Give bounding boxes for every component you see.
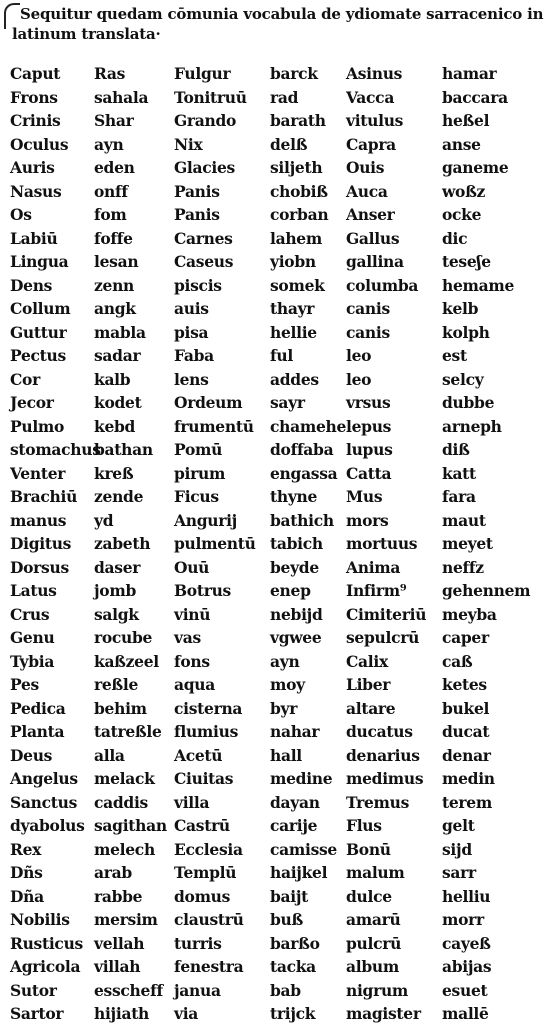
- vocabulary-word: doffaba: [270, 440, 334, 459]
- vocabulary-word: alla: [94, 745, 125, 765]
- vocabulary-word: zende: [94, 487, 144, 506]
- vocabulary-word: melack: [94, 769, 155, 788]
- vocabulary-word: Planta: [10, 722, 65, 741]
- vocabulary-word: cisterna: [174, 698, 243, 718]
- vocabulary-word: barath: [270, 111, 326, 130]
- vocabulary-word: magister: [346, 1004, 421, 1023]
- vocabulary-word: Cimiteriū: [346, 604, 427, 624]
- vocabulary-word: Guttur: [10, 322, 67, 342]
- vocabulary-word: hijiath: [94, 1004, 150, 1023]
- vocabulary-word: Dñs: [10, 863, 43, 882]
- vocabulary-word: buß: [270, 910, 303, 929]
- vocabulary-word: Ras: [94, 64, 126, 83]
- vocabulary-word: Ouis: [346, 158, 385, 177]
- vocabulary-word: dulce: [346, 886, 392, 906]
- vocabulary-word: baccara: [442, 87, 508, 107]
- vocabulary-word: frumentū: [174, 416, 254, 436]
- vocabulary-word: Nobilis: [10, 910, 70, 929]
- vocabulary-word: eden: [94, 158, 135, 177]
- vocabulary-word: vellah: [94, 933, 145, 953]
- vocabulary-word: Sutor: [10, 980, 57, 1000]
- vocabulary-word: Shar: [94, 111, 134, 130]
- vocabulary-word: Pomū: [174, 440, 223, 459]
- vocabulary-word: rad: [270, 87, 299, 107]
- vocabulary-word: lesan: [94, 252, 139, 271]
- vocabulary-word: esscheff: [94, 980, 163, 1000]
- vocabulary-word: kreß: [94, 463, 134, 483]
- vocabulary-word: medimus: [346, 769, 424, 788]
- vocabulary-word: columba: [346, 275, 419, 295]
- vocabulary-word: Deus: [10, 745, 53, 765]
- vocabulary-word: Brachiū: [10, 487, 78, 506]
- vocabulary-word: Infirm⁹: [346, 581, 407, 600]
- vocabulary-word: Pedica: [10, 698, 66, 718]
- vocabulary-word: vgwee: [270, 628, 322, 647]
- heading-line-2: latinum translata·: [12, 25, 161, 43]
- vocabulary-word: denarius: [346, 745, 420, 765]
- vocabulary-word: via: [174, 1004, 199, 1023]
- vocabulary-word: heßel: [442, 111, 490, 130]
- vocabulary-word: Oculus: [10, 134, 69, 154]
- vocabulary-word: caß: [442, 651, 473, 671]
- vocabulary-word: Ciuitas: [174, 769, 234, 788]
- vocabulary-column-3: [174, 62, 284, 1026]
- vocabulary-word: kaßzeel: [94, 651, 159, 671]
- vocabulary-word: album: [346, 957, 399, 976]
- vocabulary-word: sijd: [442, 839, 472, 859]
- vocabulary-word: byr: [270, 698, 298, 718]
- vocabulary-word: trijck: [270, 1004, 316, 1023]
- vocabulary-word: medin: [442, 769, 495, 788]
- vocabulary-word: manus: [10, 510, 67, 530]
- vocabulary-word: foffe: [94, 228, 133, 248]
- vocabulary-word: fenestra: [174, 957, 244, 976]
- vocabulary-word: Os: [10, 205, 32, 224]
- vocabulary-word: sarr: [442, 863, 476, 882]
- vocabulary-word: villah: [94, 957, 141, 976]
- vocabulary-word: rabbe: [94, 886, 143, 906]
- vocabulary-word: hamar: [442, 64, 497, 83]
- vocabulary-word: fara: [442, 487, 476, 506]
- vocabulary-word: Labiū: [10, 228, 58, 248]
- vocabulary-word: canis: [346, 322, 390, 342]
- vocabulary-word: claustrū: [174, 910, 244, 929]
- vocabulary-word: Pes: [10, 675, 39, 694]
- vocabulary-word: enep: [270, 581, 311, 600]
- vocabulary-word: auis: [174, 299, 209, 318]
- vocabulary-word: Rusticus: [10, 933, 83, 953]
- vocabulary-word: altare: [346, 698, 396, 718]
- vocabulary-word: Flus: [346, 816, 382, 835]
- vocabulary-word: Dens: [10, 275, 53, 295]
- vocabulary-word: caper: [442, 628, 489, 647]
- vocabulary-word: woßz: [442, 181, 486, 201]
- vocabulary-word: caddis: [94, 792, 148, 812]
- vocabulary-word: gelt: [442, 816, 475, 835]
- vocabulary-word: aqua: [174, 675, 215, 694]
- vocabulary-word: vitulus: [346, 111, 404, 130]
- vocabulary-word: fom: [94, 205, 127, 224]
- vocabulary-word: Ecclesia: [174, 839, 243, 859]
- vocabulary-word: hemame: [442, 275, 515, 295]
- vocabulary-word: mallē: [442, 1004, 489, 1023]
- vocabulary-word: beyde: [270, 557, 319, 577]
- vocabulary-word: corban: [270, 205, 329, 224]
- vocabulary-word: vrsus: [346, 393, 391, 412]
- vocabulary-word: Panis: [174, 181, 220, 201]
- vocabulary-word: cayeß: [442, 933, 491, 953]
- vocabulary-word: Rex: [10, 839, 42, 859]
- vocabulary-word: daser: [94, 557, 141, 577]
- vocabulary-word: vas: [174, 628, 201, 647]
- vocabulary-word: angk: [94, 299, 136, 318]
- vocabulary-word: Lingua: [10, 252, 69, 271]
- vocabulary-word: tabich: [270, 534, 323, 553]
- vocabulary-word: mors: [346, 510, 389, 530]
- vocabulary-word: lahem: [270, 228, 322, 248]
- vocabulary-word: Fulgur: [174, 64, 231, 83]
- vocabulary-word: Cor: [10, 369, 40, 389]
- vocabulary-word: kelb: [442, 299, 479, 318]
- vocabulary-word: Dña: [10, 886, 44, 906]
- vocabulary-word: pulcrū: [346, 933, 402, 953]
- vocabulary-word: rocube: [94, 628, 153, 647]
- vocabulary-word: janua: [174, 980, 221, 1000]
- vocabulary-word: canis: [346, 299, 390, 318]
- vocabulary-word: mortuus: [346, 534, 418, 553]
- vocabulary-column-5: [346, 62, 456, 1026]
- vocabulary-word: helliu: [442, 886, 491, 906]
- vocabulary-word: engassa: [270, 463, 338, 483]
- vocabulary-word: fons: [174, 651, 210, 671]
- vocabulary-word: pisa: [174, 322, 209, 342]
- vocabulary-word: Calix: [346, 651, 388, 671]
- vocabulary-word: mersim: [94, 910, 158, 929]
- vocabulary-word: ganeme: [442, 158, 509, 177]
- vocabulary-word: maut: [442, 510, 486, 530]
- vocabulary-word: Crinis: [10, 111, 61, 130]
- vocabulary-word: katt: [442, 463, 476, 483]
- vocabulary-word: Agricola: [10, 957, 81, 976]
- vocabulary-word: zabeth: [94, 534, 151, 553]
- vocabulary-word: vinū: [174, 604, 211, 624]
- vocabulary-word: Tonitruū: [174, 87, 247, 107]
- vocabulary-word: Genu: [10, 628, 55, 647]
- vocabulary-word: Liber: [346, 675, 391, 694]
- vocabulary-word: kalb: [94, 369, 131, 389]
- vocabulary-word: Gallus: [346, 228, 400, 248]
- vocabulary-word: onff: [94, 181, 128, 201]
- vocabulary-word: barck: [270, 64, 318, 83]
- page-heading: [12, 4, 544, 44]
- vocabulary-word: nigrum: [346, 980, 409, 1000]
- vocabulary-word: bukel: [442, 698, 490, 718]
- vocabulary-word: Nix: [174, 134, 203, 154]
- vocabulary-word: domus: [174, 886, 231, 906]
- vocabulary-word: ayn: [270, 651, 300, 671]
- vocabulary-word: bathich: [270, 510, 334, 530]
- vocabulary-word: delß: [270, 134, 308, 154]
- vocabulary-word: sadar: [94, 346, 141, 365]
- vocabulary-column-6: [442, 62, 544, 1026]
- vocabulary-word: Angelus: [10, 769, 78, 788]
- vocabulary-word: Dorsus: [10, 557, 69, 577]
- vocabulary-word: jomb: [94, 581, 136, 600]
- vocabulary-word: arab: [94, 863, 132, 882]
- vocabulary-word: carije: [270, 816, 318, 835]
- vocabulary-word: melech: [94, 839, 155, 859]
- vocabulary-word: kolph: [442, 322, 490, 342]
- vocabulary-word: est: [442, 346, 467, 365]
- vocabulary-word: esuet: [442, 980, 488, 1000]
- vocabulary-word: Nasus: [10, 181, 62, 201]
- vocabulary-word: villa: [174, 792, 210, 812]
- vocabulary-word: bathan: [94, 440, 153, 459]
- vocabulary-word: ful: [270, 346, 293, 365]
- vocabulary-word: bab: [270, 980, 301, 1000]
- vocabulary-word: Asinus: [346, 64, 403, 83]
- vocabulary-word: turris: [174, 933, 222, 953]
- vocabulary-word: tatreßle: [94, 722, 162, 741]
- vocabulary-word: Mus: [346, 487, 383, 506]
- vocabulary-word: leo: [346, 369, 372, 389]
- vocabulary-word: chamehe: [270, 416, 347, 436]
- vocabulary-word: kebd: [94, 416, 136, 436]
- vocabulary-word: reßle: [94, 675, 139, 694]
- vocabulary-word: malum: [346, 863, 405, 882]
- vocabulary-word: siljeth: [270, 158, 323, 177]
- vocabulary-word: Tremus: [346, 792, 410, 812]
- vocabulary-word: addes: [270, 369, 319, 389]
- vocabulary-word: Glacies: [174, 158, 235, 177]
- vocabulary-word: dayan: [270, 792, 320, 812]
- vocabulary-table: [10, 62, 538, 1023]
- vocabulary-word: sahala: [94, 87, 149, 107]
- vocabulary-word: thayr: [270, 299, 315, 318]
- vocabulary-word: neffz: [442, 557, 484, 577]
- vocabulary-word: Ordeum: [174, 393, 243, 412]
- vocabulary-word: Bonū: [346, 839, 391, 859]
- vocabulary-word: ketes: [442, 675, 487, 694]
- vocabulary-word: arneph: [442, 416, 502, 436]
- vocabulary-word: terem: [442, 792, 492, 812]
- vocabulary-word: leo: [346, 346, 372, 365]
- vocabulary-word: dic: [442, 228, 468, 248]
- vocabulary-word: behim: [94, 698, 147, 718]
- vocabulary-word: selcy: [442, 369, 484, 389]
- vocabulary-word: Templū: [174, 863, 237, 882]
- vocabulary-word: anse: [442, 134, 481, 154]
- vocabulary-word: Anser: [346, 205, 395, 224]
- vocabulary-word: tacka: [270, 957, 316, 976]
- vocabulary-word: lepus: [346, 416, 392, 436]
- vocabulary-word: lupus: [346, 440, 393, 459]
- vocabulary-word: mabla: [94, 322, 146, 342]
- vocabulary-word: amarū: [346, 910, 401, 929]
- vocabulary-word: Caput: [10, 64, 61, 83]
- vocabulary-word: Sartor: [10, 1004, 64, 1023]
- vocabulary-word: Vacca: [346, 87, 395, 107]
- vocabulary-word: Tybia: [10, 651, 55, 671]
- vocabulary-word: Caseus: [174, 252, 234, 271]
- vocabulary-word: Faba: [174, 346, 214, 365]
- vocabulary-word: Frons: [10, 87, 58, 107]
- vocabulary-word: abijas: [442, 957, 492, 976]
- vocabulary-word: pirum: [174, 463, 226, 483]
- vocabulary-word: thyne: [270, 487, 318, 506]
- vocabulary-word: Collum: [10, 299, 71, 318]
- vocabulary-word: Acetū: [174, 745, 223, 765]
- vocabulary-word: zenn: [94, 275, 135, 295]
- vocabulary-word: yiobn: [270, 252, 316, 271]
- vocabulary-word: Catta: [346, 463, 392, 483]
- vocabulary-word: sepulcrū: [346, 628, 420, 647]
- vocabulary-word: morr: [442, 910, 484, 929]
- vocabulary-word: Capra: [346, 134, 396, 154]
- vocabulary-word: kodet: [94, 393, 142, 412]
- vocabulary-word: ducat: [442, 722, 490, 741]
- vocabulary-word: teseʃe: [442, 252, 491, 271]
- vocabulary-word: haijkel: [270, 863, 328, 882]
- vocabulary-word: Auris: [10, 158, 55, 177]
- vocabulary-word: flumius: [174, 722, 239, 741]
- vocabulary-word: Botrus: [174, 581, 231, 600]
- heading-line-1: Sequitur quedam cōmunia vocabula de ydiomate sarracenico in: [20, 5, 544, 23]
- vocabulary-word: Panis: [174, 205, 220, 224]
- vocabulary-word: medine: [270, 769, 333, 788]
- vocabulary-word: Castrū: [174, 816, 230, 835]
- vocabulary-word: ayn: [94, 134, 124, 154]
- vocabulary-word: sagithan: [94, 816, 167, 835]
- vocabulary-word: dubbe: [442, 393, 495, 412]
- vocabulary-word: meyba: [442, 604, 497, 624]
- vocabulary-word: barßo: [270, 933, 320, 953]
- vocabulary-word: sayr: [270, 393, 305, 412]
- vocabulary-word: pulmentū: [174, 534, 256, 553]
- vocabulary-word: diß: [442, 440, 470, 459]
- vocabulary-word: nahar: [270, 722, 320, 741]
- vocabulary-word: Pectus: [10, 346, 66, 365]
- vocabulary-word: moy: [270, 675, 305, 694]
- vocabulary-word: chobiß: [270, 181, 328, 201]
- vocabulary-word: Pulmo: [10, 416, 65, 436]
- vocabulary-word: gallina: [346, 252, 404, 271]
- vocabulary-word: denar: [442, 745, 491, 765]
- vocabulary-word: hellie: [270, 322, 317, 342]
- vocabulary-word: hall: [270, 745, 302, 765]
- vocabulary-word: ocke: [442, 205, 482, 224]
- vocabulary-word: Sanctus: [10, 792, 77, 812]
- vocabulary-word: Ficus: [174, 487, 219, 506]
- vocabulary-word: gehennem: [442, 581, 531, 600]
- vocabulary-word: Crus: [10, 604, 50, 624]
- vocabulary-word: Grando: [174, 111, 237, 130]
- vocabulary-word: Auca: [346, 181, 388, 201]
- vocabulary-word: stomachus: [10, 440, 101, 459]
- vocabulary-word: yd: [94, 510, 114, 530]
- vocabulary-word: baijt: [270, 886, 309, 906]
- vocabulary-word: Latus: [10, 581, 57, 600]
- vocabulary-word: dyabolus: [10, 816, 85, 835]
- vocabulary-word: ducatus: [346, 722, 413, 741]
- vocabulary-word: camisse: [270, 839, 337, 859]
- vocabulary-word: meyet: [442, 534, 493, 553]
- vocabulary-word: Jecor: [10, 393, 54, 412]
- vocabulary-word: Ouū: [174, 557, 210, 577]
- vocabulary-word: Carnes: [174, 228, 233, 248]
- vocabulary-word: somek: [270, 275, 325, 295]
- vocabulary-word: Venter: [10, 463, 66, 483]
- vocabulary-word: salgk: [94, 604, 139, 624]
- vocabulary-word: Digitus: [10, 534, 72, 553]
- vocabulary-word: nebijd: [270, 604, 323, 624]
- vocabulary-word: piscis: [174, 275, 222, 295]
- vocabulary-word: lens: [174, 369, 209, 389]
- vocabulary-word: Anima: [346, 557, 401, 577]
- vocabulary-word: Angurij: [174, 510, 237, 530]
